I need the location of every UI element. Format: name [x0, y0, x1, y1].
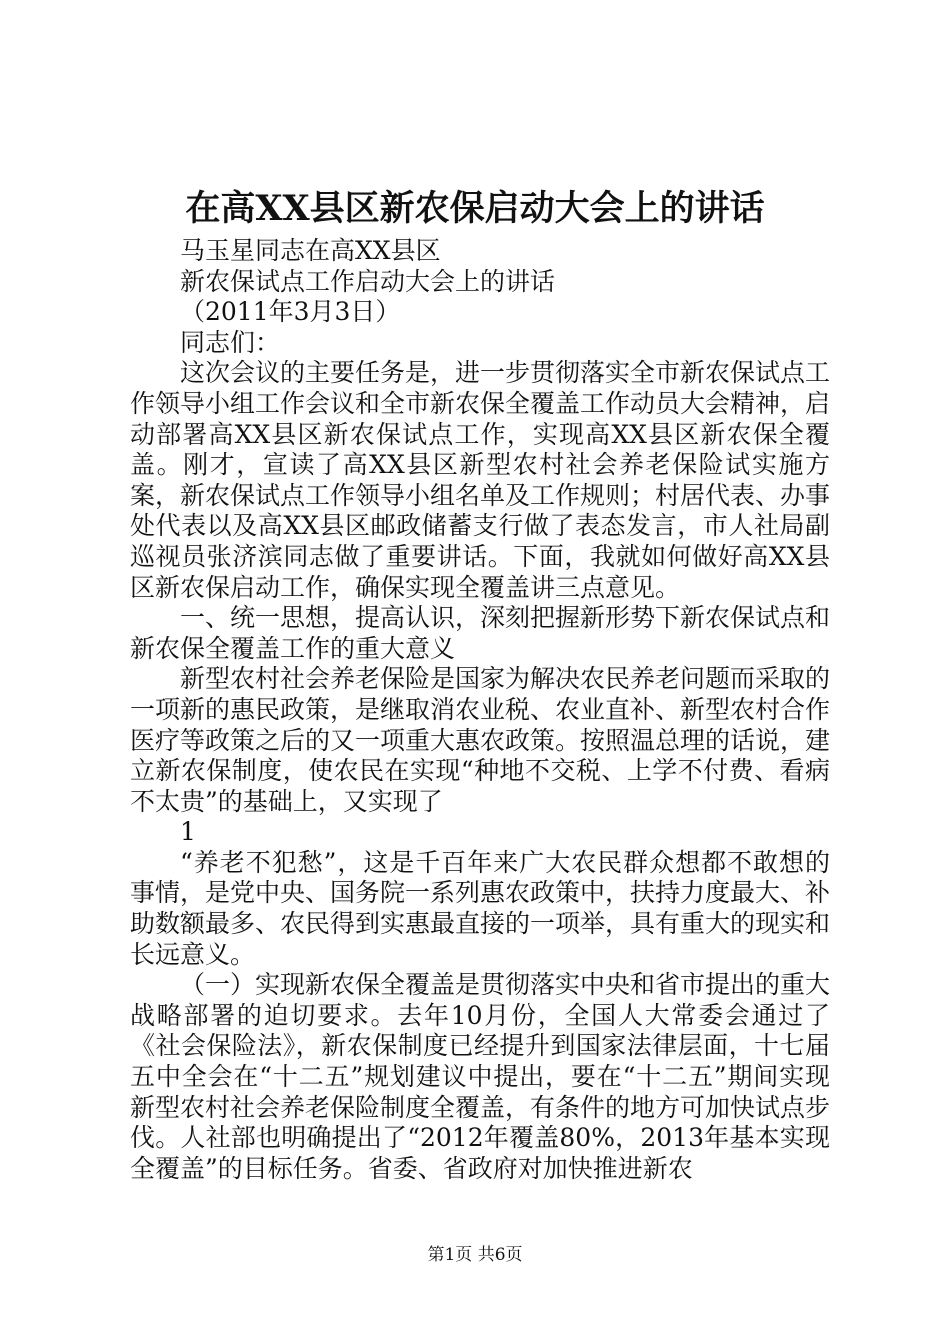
paragraph-intro: 这次会议的主要任务是，进一步贯彻落实全市新农保试点工作领导小组工作会议和全市新农保全覆盖工作动员大会精神，启动部署高XX县区新农保试点工作，实现高XX县区新农保全覆盖。刚才，宣读了高XX县区新型农村社会养老保险试实施方案，新农保试点工作领导小组名单及工作规则；村居代表、办事处代表以及高XX县区邮政储蓄支行做了表态发言，市人社局副巡视员张济滨同志做了重要讲话。下面，我就如何做好高XX县区新农保启动工作，确保实现全覆盖讲三点意见。 — [130, 358, 831, 602]
salutation: 同志们： — [180, 327, 281, 357]
speaker-line: 马玉星同志在高XX县区 — [180, 236, 441, 265]
speech-date: （2011年3月3日） — [180, 297, 401, 327]
page-footer: 第1页 共6页 — [427, 1245, 523, 1265]
paragraph-subsection-1: （一）实现新农保全覆盖是贯彻落实中央和省市提出的重大战略部署的迫切要求。去年10月份，全国人大常委会通过了《社会保险法》，新农保制度已经提升到国家法律层面，十七届五中全会在“十二五”规划建议中提出，要在“十二五”期间实现新型农村社会养老保险制度全覆盖，有条件的地方可加快试点步伐。人社部也明确提出了“2012年覆盖80%，2013年基本实现全覆盖”的目标任务。省委、省政府对加快推进新农 — [130, 970, 831, 1183]
document-body — [130, 236, 830, 1184]
speech-subtitle: 新农保试点工作启动大会上的讲话 — [180, 266, 556, 296]
document-title: 在高XX县区新农保启动大会上的讲话 — [185, 188, 765, 229]
paragraph-policy: 新型农村社会养老保险是国家为解决农民养老问题而采取的一项新的惠民政策，是继取消农业税、农业直补、新型农村合作医疗等政策之后的又一项重大惠农政策。按照温总理的话说，建立新农保制度，使农民在实现“种地不交税、上学不付费、看病不太贵”的基础上，又实现了 — [130, 664, 831, 816]
paragraph-significance: “养老不犯愁”，这是千百年来广大农民群众想都不敢想的事情，是党中央、国务院一系列惠农政策中，扶持力度最大、补助数额最多、农民得到实惠最直接的一项举，具有重大的现实和长远意义。 — [130, 847, 831, 969]
section-heading-1: 一、统一思想，提高认识，深刻把握新形势下新农保试点和新农保全覆盖工作的重大意义 — [130, 603, 831, 663]
inline-page-number: 1 — [180, 817, 196, 847]
